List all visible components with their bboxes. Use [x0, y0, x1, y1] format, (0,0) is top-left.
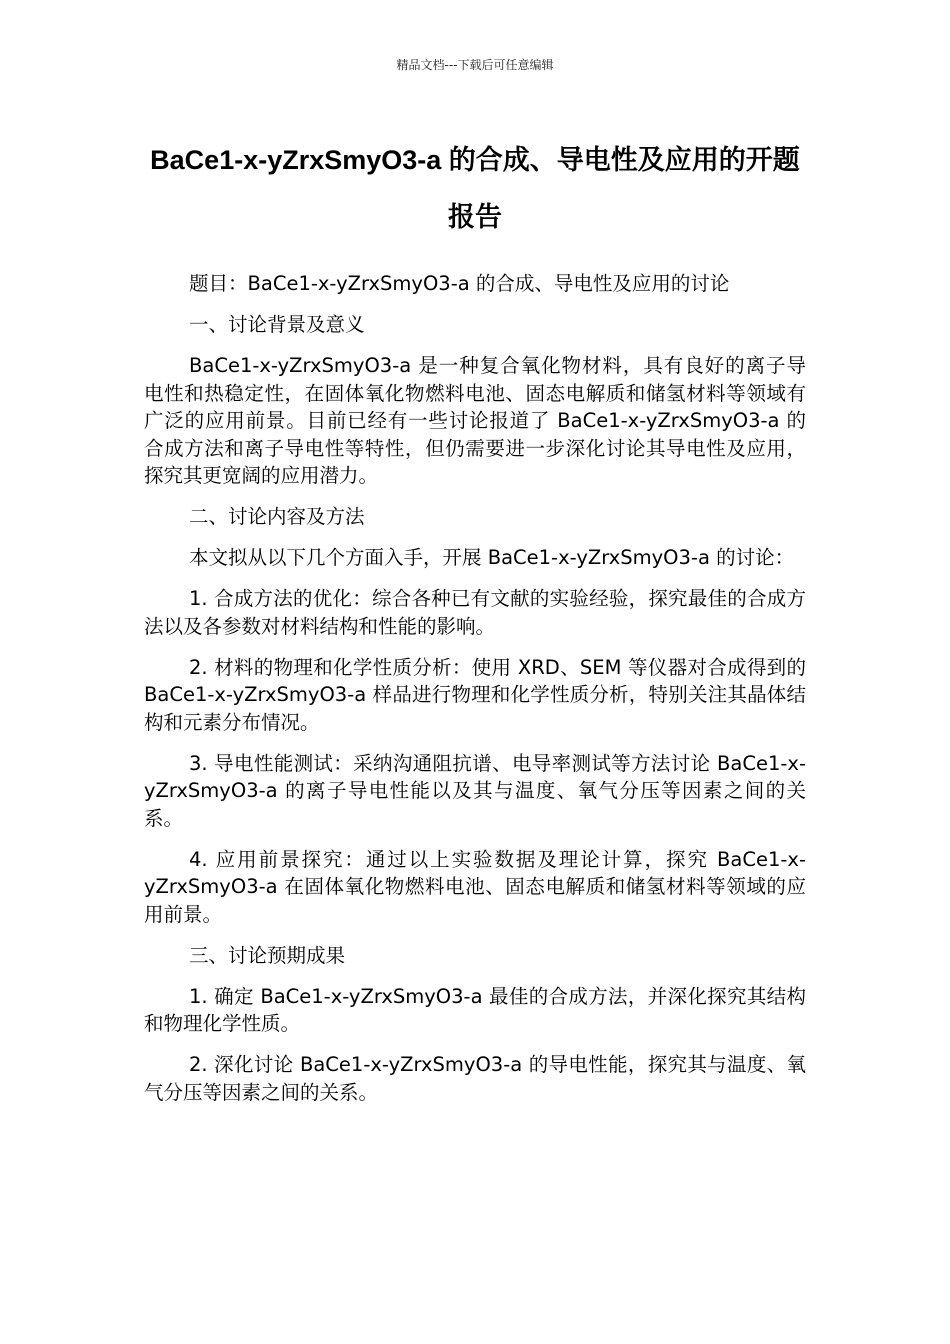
document-title: BaCe1-x-yZrxSmyO3-a 的合成、导电性及应用的开题报告 — [150, 145, 800, 232]
section-heading-content-methods: 二、讨论内容及方法 — [189, 505, 365, 528]
topic-line: 题目：BaCe1-x-yZrxSmyO3-a 的合成、导电性及应用的讨论 — [189, 272, 730, 295]
result-item-1: 1. 确定 BaCe1-x-yZrxSmyO3-a 最佳的合成方法，并深化探究其结构和物理化学性质。 — [144, 984, 806, 1035]
document-body — [144, 270, 806, 1120]
paragraph-intro: 本文拟从以下几个方面入手，开展 BaCe1-x-yZrxSmyO3-a 的讨论： — [189, 546, 795, 569]
list-item-3: 3. 导电性能测试：采纳沟通阻抗谱、电导率测试等方法讨论 BaCe1-x-yZrxSmyO3-a 的离子导电性能以及其与温度、氧气分压等因素之间的关系。 — [144, 751, 806, 830]
section-heading-expected-results: 三、讨论预期成果 — [189, 943, 346, 967]
list-item-2: 2. 材料的物理和化学性质分析：使用 XRD、SEM 等仪器对合成得到的 BaCe1-x-yZrxSmyO3-a 样品进行物理和化学性质分析，特别关注其晶体结构和元素分布情况。 — [144, 655, 806, 734]
list-item-4: 4. 应用前景探究：通过以上实验数据及理论计算，探究 BaCe1-x-yZrxSmyO3-a 在固体氧化物燃料电池、固态电解质和储氢材料等领域的应用前景。 — [144, 847, 806, 926]
section-heading-background: 一、讨论背景及意义 — [189, 313, 365, 336]
page-header-note: 精品文档---下载后可任意编辑 — [396, 58, 554, 72]
result-item-2: 2. 深化讨论 BaCe1-x-yZrxSmyO3-a 的导电性能，探究其与温度、氧气分压等因素之间的关系。 — [144, 1053, 806, 1104]
list-item-1: 1. 合成方法的优化：综合各种已有文献的实验经验，探究最佳的合成方法以及各参数对材料结构和性能的影响。 — [144, 587, 806, 638]
paragraph-background: BaCe1-x-yZrxSmyO3-a 是一种复合氧化物材料，具有良好的离子导电性和热稳定性，在固体氧化物燃料电池、固态电解质和储氢材料等领域有广泛的应用前景。目前已经有一些讨论报道了 BaCe1-x-yZrxSmyO3-a 的合成方法和离子导电性等特性，但仍需要进一步深化讨论其导电性及应用，探究其更宽阔的应用潜力。 — [144, 354, 806, 487]
